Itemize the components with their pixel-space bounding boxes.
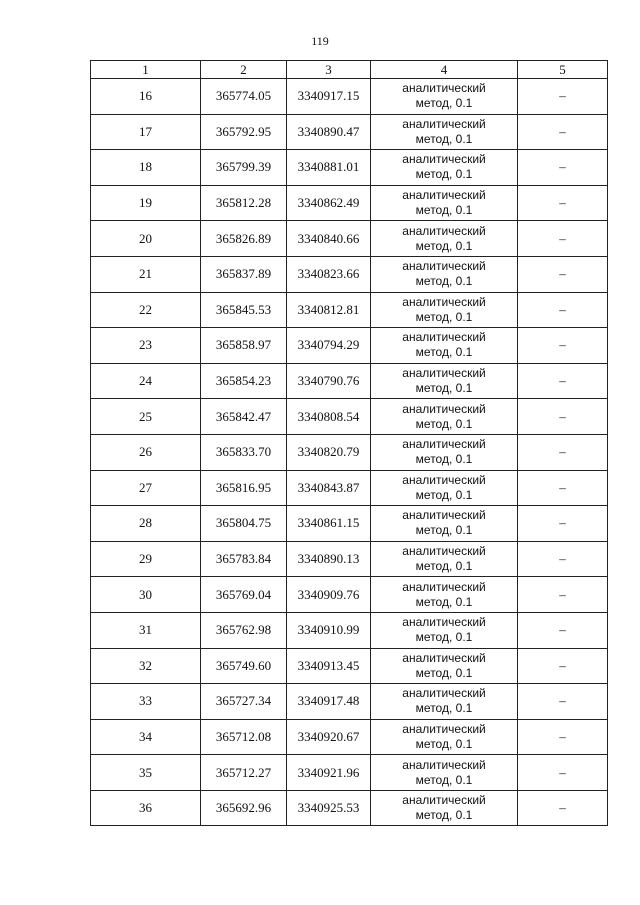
method-line-2: метод, 0.1 bbox=[415, 274, 473, 289]
table-row bbox=[91, 648, 608, 684]
coordinates-table bbox=[90, 60, 608, 826]
method-cell bbox=[371, 328, 518, 364]
method-line-2: метод, 0.1 bbox=[415, 808, 473, 823]
point-number-cell: 28 bbox=[91, 506, 201, 542]
x-coordinate-cell: 365837.89 bbox=[201, 256, 287, 292]
x-coordinate-cell: 365842.47 bbox=[201, 399, 287, 435]
method-cell bbox=[371, 541, 518, 577]
method-line-2: метод, 0.1 bbox=[415, 665, 473, 680]
x-coordinate-cell: 365712.27 bbox=[201, 755, 287, 791]
note-cell: – bbox=[518, 256, 608, 292]
method-line-2: метод, 0.1 bbox=[415, 238, 473, 253]
table-row bbox=[91, 506, 608, 542]
note-cell: – bbox=[518, 648, 608, 684]
table-row bbox=[91, 399, 608, 435]
method-cell bbox=[371, 399, 518, 435]
method-cell bbox=[371, 79, 518, 115]
table-row bbox=[91, 577, 608, 613]
note-cell: – bbox=[518, 790, 608, 826]
column-header-3: 3 bbox=[287, 61, 371, 79]
point-number-cell: 16 bbox=[91, 79, 201, 115]
x-coordinate-cell: 365804.75 bbox=[201, 506, 287, 542]
table-row bbox=[91, 328, 608, 364]
table-row bbox=[91, 470, 608, 506]
x-coordinate-cell: 365845.53 bbox=[201, 292, 287, 328]
method-line-2: метод, 0.1 bbox=[415, 452, 473, 467]
table-row bbox=[91, 256, 608, 292]
point-number-cell: 27 bbox=[91, 470, 201, 506]
table-body bbox=[91, 79, 608, 826]
y-coordinate-cell: 3340881.01 bbox=[287, 150, 371, 186]
y-coordinate-cell: 3340794.29 bbox=[287, 328, 371, 364]
table-row bbox=[91, 185, 608, 221]
method-line-1: аналитический bbox=[402, 81, 486, 96]
y-coordinate-cell: 3340820.79 bbox=[287, 434, 371, 470]
method-cell bbox=[371, 684, 518, 720]
x-coordinate-cell: 365816.95 bbox=[201, 470, 287, 506]
x-coordinate-cell: 365769.04 bbox=[201, 577, 287, 613]
y-coordinate-cell: 3340843.87 bbox=[287, 470, 371, 506]
point-number-cell: 21 bbox=[91, 256, 201, 292]
y-coordinate-cell: 3340913.45 bbox=[287, 648, 371, 684]
method-line-1: аналитический bbox=[402, 686, 486, 701]
note-cell: – bbox=[518, 506, 608, 542]
y-coordinate-cell: 3340862.49 bbox=[287, 185, 371, 221]
table-row bbox=[91, 434, 608, 470]
method-cell bbox=[371, 755, 518, 791]
x-coordinate-cell: 365712.08 bbox=[201, 719, 287, 755]
y-coordinate-cell: 3340890.47 bbox=[287, 114, 371, 150]
method-line-1: аналитический bbox=[402, 615, 486, 630]
method-line-1: аналитический bbox=[402, 259, 486, 274]
y-coordinate-cell: 3340920.67 bbox=[287, 719, 371, 755]
table-row bbox=[91, 719, 608, 755]
method-line-2: метод, 0.1 bbox=[415, 594, 473, 609]
note-cell: – bbox=[518, 541, 608, 577]
method-line-1: аналитический bbox=[402, 579, 486, 594]
table-row bbox=[91, 79, 608, 115]
method-line-1: аналитический bbox=[402, 721, 486, 736]
note-cell: – bbox=[518, 363, 608, 399]
x-coordinate-cell: 365826.89 bbox=[201, 221, 287, 257]
y-coordinate-cell: 3340861.15 bbox=[287, 506, 371, 542]
note-cell: – bbox=[518, 612, 608, 648]
table-row bbox=[91, 221, 608, 257]
y-coordinate-cell: 3340808.54 bbox=[287, 399, 371, 435]
y-coordinate-cell: 3340840.66 bbox=[287, 221, 371, 257]
table-row bbox=[91, 684, 608, 720]
method-line-1: аналитический bbox=[402, 223, 486, 238]
y-coordinate-cell: 3340890.13 bbox=[287, 541, 371, 577]
note-cell: – bbox=[518, 328, 608, 364]
method-cell bbox=[371, 150, 518, 186]
method-cell bbox=[371, 363, 518, 399]
x-coordinate-cell: 365783.84 bbox=[201, 541, 287, 577]
method-line-2: метод, 0.1 bbox=[415, 131, 473, 146]
y-coordinate-cell: 3340909.76 bbox=[287, 577, 371, 613]
method-line-1: аналитический bbox=[402, 472, 486, 487]
method-line-1: аналитический bbox=[402, 152, 486, 167]
method-line-2: метод, 0.1 bbox=[415, 487, 473, 502]
y-coordinate-cell: 3340812.81 bbox=[287, 292, 371, 328]
table-row bbox=[91, 755, 608, 791]
x-coordinate-cell: 365692.96 bbox=[201, 790, 287, 826]
method-cell bbox=[371, 612, 518, 648]
point-number-cell: 18 bbox=[91, 150, 201, 186]
point-number-cell: 36 bbox=[91, 790, 201, 826]
method-line-1: аналитический bbox=[402, 757, 486, 772]
note-cell: – bbox=[518, 292, 608, 328]
point-number-cell: 20 bbox=[91, 221, 201, 257]
method-cell bbox=[371, 506, 518, 542]
point-number-cell: 32 bbox=[91, 648, 201, 684]
method-line-1: аналитический bbox=[402, 544, 486, 559]
x-coordinate-cell: 365858.97 bbox=[201, 328, 287, 364]
method-line-2: метод, 0.1 bbox=[415, 345, 473, 360]
point-number-cell: 25 bbox=[91, 399, 201, 435]
note-cell: – bbox=[518, 150, 608, 186]
point-number-cell: 26 bbox=[91, 434, 201, 470]
method-line-2: метод, 0.1 bbox=[415, 701, 473, 716]
method-line-2: метод, 0.1 bbox=[415, 736, 473, 751]
y-coordinate-cell: 3340925.53 bbox=[287, 790, 371, 826]
table-row bbox=[91, 114, 608, 150]
note-cell: – bbox=[518, 221, 608, 257]
method-line-2: метод, 0.1 bbox=[415, 523, 473, 538]
table-row bbox=[91, 790, 608, 826]
point-number-cell: 24 bbox=[91, 363, 201, 399]
method-cell bbox=[371, 185, 518, 221]
method-cell bbox=[371, 470, 518, 506]
point-number-cell: 35 bbox=[91, 755, 201, 791]
note-cell: – bbox=[518, 755, 608, 791]
note-cell: – bbox=[518, 684, 608, 720]
method-line-2: метод, 0.1 bbox=[415, 559, 473, 574]
y-coordinate-cell: 3340910.99 bbox=[287, 612, 371, 648]
method-line-1: аналитический bbox=[402, 330, 486, 345]
point-number-cell: 33 bbox=[91, 684, 201, 720]
method-cell bbox=[371, 434, 518, 470]
method-line-2: метод, 0.1 bbox=[415, 381, 473, 396]
column-header-4: 4 bbox=[371, 61, 518, 79]
table-row bbox=[91, 541, 608, 577]
method-line-2: метод, 0.1 bbox=[415, 630, 473, 645]
point-number-cell: 30 bbox=[91, 577, 201, 613]
method-line-1: аналитический bbox=[402, 188, 486, 203]
point-number-cell: 19 bbox=[91, 185, 201, 221]
point-number-cell: 17 bbox=[91, 114, 201, 150]
table-row bbox=[91, 612, 608, 648]
method-cell bbox=[371, 648, 518, 684]
note-cell: – bbox=[518, 577, 608, 613]
note-cell: – bbox=[518, 434, 608, 470]
y-coordinate-cell: 3340790.76 bbox=[287, 363, 371, 399]
x-coordinate-cell: 365833.70 bbox=[201, 434, 287, 470]
point-number-cell: 23 bbox=[91, 328, 201, 364]
note-cell: – bbox=[518, 399, 608, 435]
method-cell bbox=[371, 114, 518, 150]
x-coordinate-cell: 365799.39 bbox=[201, 150, 287, 186]
method-cell bbox=[371, 256, 518, 292]
point-number-cell: 22 bbox=[91, 292, 201, 328]
y-coordinate-cell: 3340917.48 bbox=[287, 684, 371, 720]
y-coordinate-cell: 3340917.15 bbox=[287, 79, 371, 115]
method-line-2: метод, 0.1 bbox=[415, 203, 473, 218]
method-cell bbox=[371, 790, 518, 826]
point-number-cell: 34 bbox=[91, 719, 201, 755]
method-line-1: аналитический bbox=[402, 366, 486, 381]
x-coordinate-cell: 365812.28 bbox=[201, 185, 287, 221]
x-coordinate-cell: 365762.98 bbox=[201, 612, 287, 648]
method-cell bbox=[371, 577, 518, 613]
y-coordinate-cell: 3340823.66 bbox=[287, 256, 371, 292]
note-cell: – bbox=[518, 79, 608, 115]
method-line-1: аналитический bbox=[402, 793, 486, 808]
x-coordinate-cell: 365774.05 bbox=[201, 79, 287, 115]
method-line-1: аналитический bbox=[402, 650, 486, 665]
method-line-2: метод, 0.1 bbox=[415, 167, 473, 182]
point-number-cell: 29 bbox=[91, 541, 201, 577]
table-row bbox=[91, 363, 608, 399]
y-coordinate-cell: 3340921.96 bbox=[287, 755, 371, 791]
method-line-1: аналитический bbox=[402, 116, 486, 131]
x-coordinate-cell: 365854.23 bbox=[201, 363, 287, 399]
method-line-1: аналитический bbox=[402, 401, 486, 416]
column-header-2: 2 bbox=[201, 61, 287, 79]
method-cell bbox=[371, 292, 518, 328]
method-line-2: метод, 0.1 bbox=[415, 416, 473, 431]
point-number-cell: 31 bbox=[91, 612, 201, 648]
note-cell: – bbox=[518, 114, 608, 150]
x-coordinate-cell: 365727.34 bbox=[201, 684, 287, 720]
method-line-1: аналитический bbox=[402, 437, 486, 452]
x-coordinate-cell: 365792.95 bbox=[201, 114, 287, 150]
column-header-1: 1 bbox=[91, 61, 201, 79]
table-header-row bbox=[91, 61, 608, 79]
note-cell: – bbox=[518, 470, 608, 506]
method-line-1: аналитический bbox=[402, 294, 486, 309]
table-row bbox=[91, 292, 608, 328]
note-cell: – bbox=[518, 719, 608, 755]
page-number: 119 bbox=[311, 34, 329, 48]
table-row bbox=[91, 150, 608, 186]
column-header-5: 5 bbox=[518, 61, 608, 79]
method-line-2: метод, 0.1 bbox=[415, 772, 473, 787]
method-line-2: метод, 0.1 bbox=[415, 96, 473, 111]
x-coordinate-cell: 365749.60 bbox=[201, 648, 287, 684]
method-cell bbox=[371, 719, 518, 755]
method-line-2: метод, 0.1 bbox=[415, 309, 473, 324]
note-cell: – bbox=[518, 185, 608, 221]
method-cell bbox=[371, 221, 518, 257]
method-line-1: аналитический bbox=[402, 508, 486, 523]
